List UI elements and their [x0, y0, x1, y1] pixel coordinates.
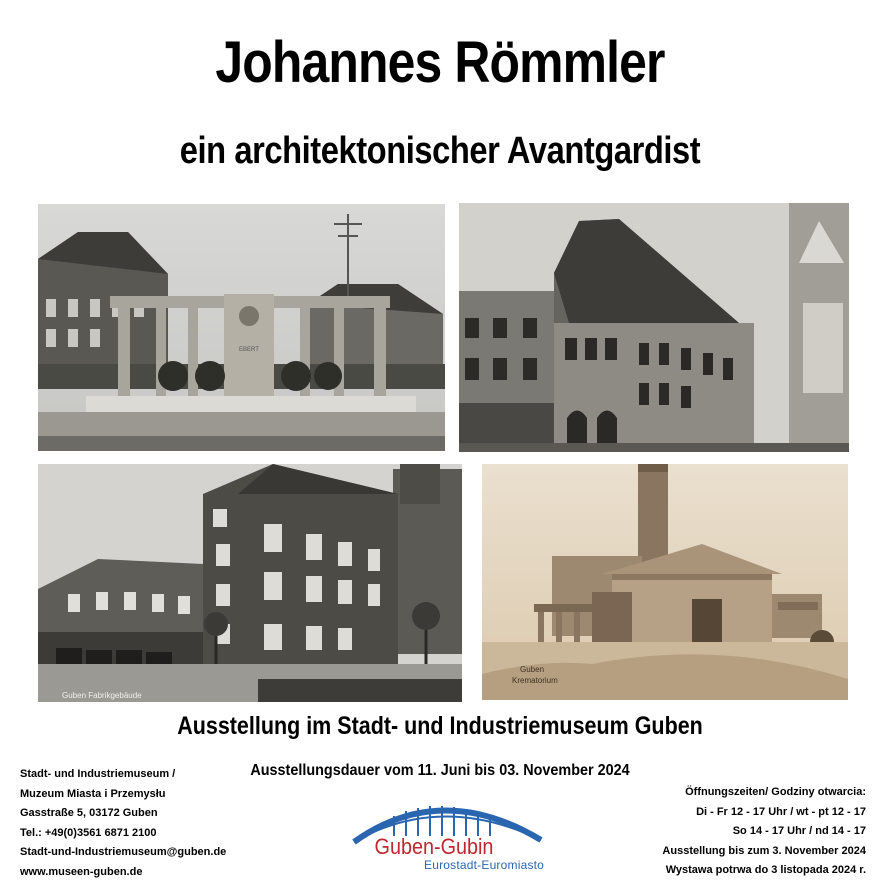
exhibition-duration: Ausstellungsdauer vom 11. Juni bis 03. November 2024 — [44, 760, 836, 782]
hours-heading: Öffnungszeiten/ Godziny otwarcia: — [662, 783, 866, 803]
logo-tagline: Eurostadt-Euromiasto — [424, 858, 544, 872]
crematorium-caption-city: Guben — [520, 665, 544, 674]
contact-museum-pl: Muzeum Miasta i Przemysłu — [20, 785, 226, 805]
contact-info — [20, 765, 226, 882]
contact-address: Gasstraße 5, 03172 Guben — [20, 804, 226, 824]
photo-crematorium — [482, 464, 848, 700]
exhibition-title: Ausstellung im Stadt- und Industriemuseum Guben — [62, 709, 819, 743]
hours-end-de: Ausstellung bis zum 3. November 2024 — [662, 842, 866, 862]
contact-email: Stadt-und-Industriemuseum@guben.de — [20, 843, 226, 863]
opening-hours — [662, 783, 866, 881]
memorial-inscription: EBERT — [239, 347, 259, 353]
contact-phone: Tel.: +49(0)3561 6871 2100 — [20, 824, 226, 844]
contact-website: www.museen-guben.de — [20, 863, 226, 882]
factory-caption: Guben Fabrikgebäude — [62, 691, 142, 700]
logo-name: Guben-Gubin — [353, 834, 515, 860]
hours-end-pl: Wystawa potrwa do 3 listopada 2024 r. — [662, 861, 866, 881]
guben-gubin-logo — [336, 790, 546, 880]
photo-factory — [38, 464, 462, 702]
hours-sunday: So 14 - 17 Uhr / nd 14 - 17 — [662, 822, 866, 842]
photo-corner-building — [459, 203, 849, 452]
page-title: Johannes Römmler — [62, 28, 819, 98]
contact-museum-de: Stadt- und Industriemuseum / — [20, 765, 226, 785]
hours-weekdays: Di - Fr 12 - 17 Uhr / wt - pt 12 - 17 — [662, 803, 866, 823]
photo-memorial — [38, 204, 445, 451]
crematorium-caption-name: Krematorium — [512, 676, 558, 685]
page-subtitle: ein architektonischer Avantgardist — [62, 126, 819, 176]
